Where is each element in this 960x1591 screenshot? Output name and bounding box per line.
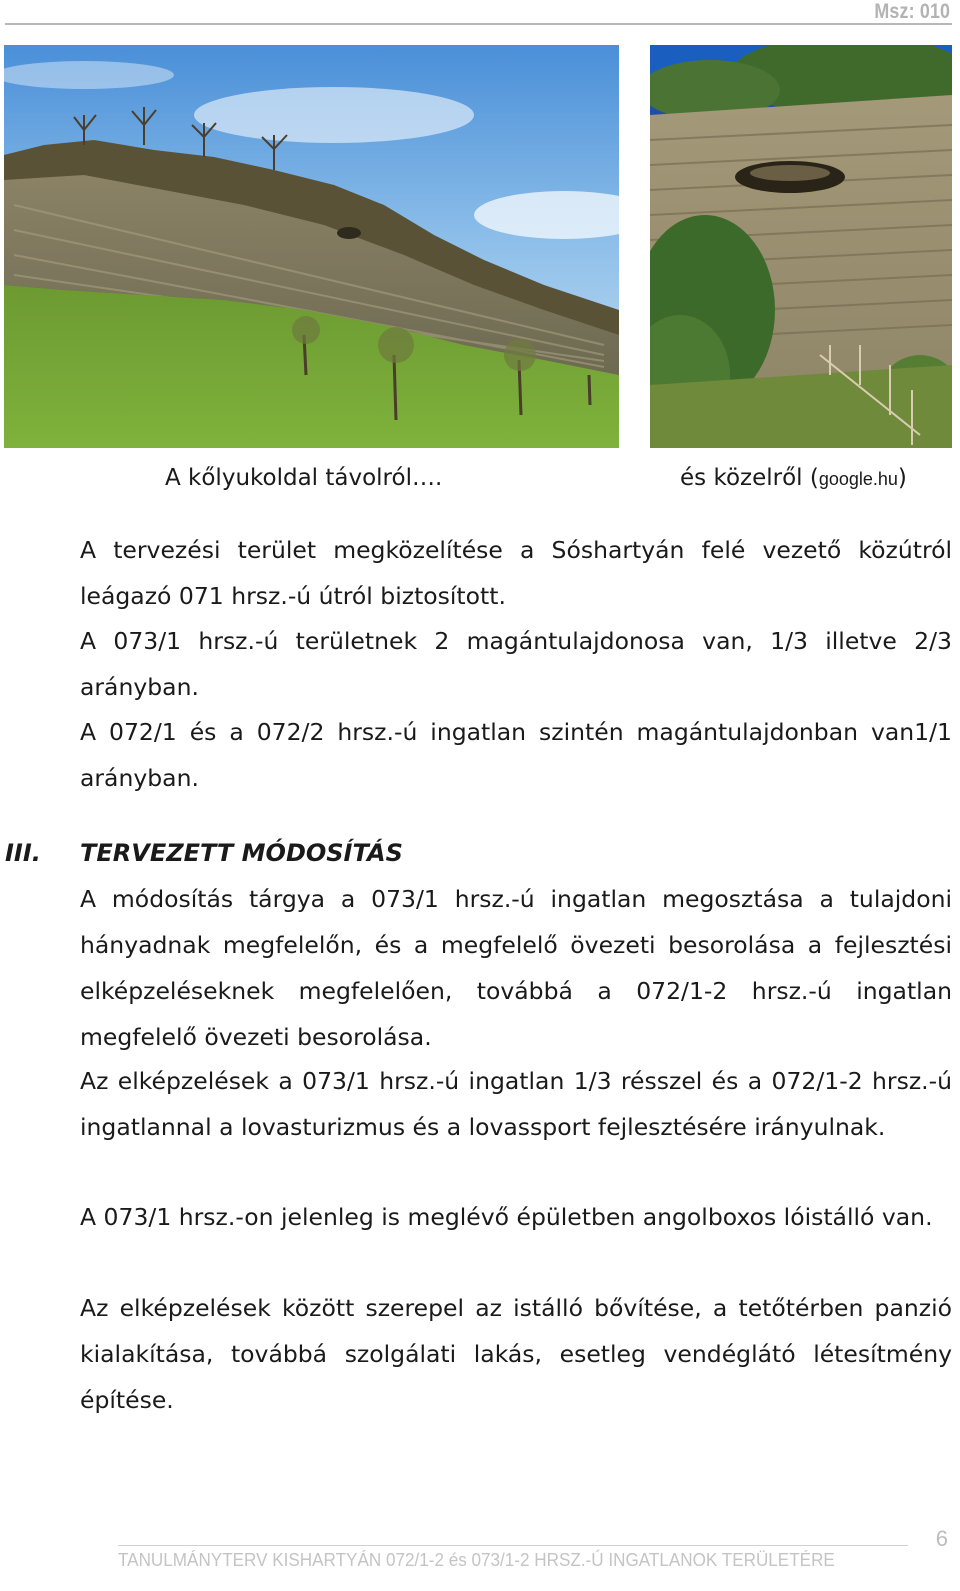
paragraph-subject: A módosítás tárgya a 073/1 hrsz.-ú ingatlan megosztása a tulajdoni hányadnak megfelelőn, és a megfelelő övezeti besorolása a fejlesztési elképzeléseknek megfelelően, továbbá a 072/1-2 hrsz.-ú ingatlan megfelelő övezeti besorolása. bbox=[80, 885, 952, 1051]
section-heading bbox=[5, 838, 403, 868]
hillside-distant-photo bbox=[4, 45, 619, 448]
caption-right-main: és közelről ( bbox=[680, 465, 819, 491]
footer-divider bbox=[118, 1545, 908, 1546]
paragraph-plans: Az elképzelések a 073/1 hrsz.-ú ingatlan 1/3 résszel és a 072/1-2 hrsz.-ú ingatlannal a lovasturizmus és a lovassport fejlesztésére irányulnak. bbox=[80, 1067, 952, 1141]
caption-source: google.hu bbox=[818, 469, 898, 489]
caption-close: ) bbox=[897, 465, 907, 491]
paragraph-expansion: Az elképzelések között szerepel az istálló bővítése, a tetőtérben panzió kialakítása, továbbá szolgálati lakás, esetleg vendéglátó létesítmény építése. bbox=[80, 1294, 952, 1414]
paragraph-ownership-073: A 073/1 hrsz.-ú területnek 2 magántulajdonosa van, 1/3 illetve 2/3 arányban. bbox=[80, 627, 952, 701]
cliff-closeup-photo bbox=[650, 45, 952, 448]
document-code: Msz: 010 bbox=[874, 0, 950, 23]
section-number: III. bbox=[5, 839, 41, 867]
paragraph-stable: A 073/1 hrsz.-on jelenleg is meglévő épületben angolboxos lóistálló van. bbox=[80, 1203, 933, 1231]
photo-caption-right bbox=[680, 465, 907, 491]
page-number: 6 bbox=[935, 1526, 948, 1551]
paragraph-access: A tervezési terület megközelítése a Sóshartyán felé vezető közútról leágazó 071 hrsz.-ú útról biztosított. bbox=[80, 536, 952, 610]
paragraph-ownership-072: A 072/1 és a 072/2 hrsz.-ú ingatlan szintén magántulajdonban van1/1 arányban. bbox=[80, 718, 952, 792]
section-title: TERVEZETT MÓDOSÍTÁS bbox=[80, 839, 403, 867]
photo-caption-left: A kőlyukoldal távolról…. bbox=[165, 465, 443, 491]
header-divider bbox=[5, 23, 952, 25]
footer-title: TANULMÁNYTERV KISHARTYÁN 072/1-2 és 073/1-2 HRSZ.-Ú INGATLANOK TERÜLETÉRE bbox=[118, 1550, 835, 1570]
